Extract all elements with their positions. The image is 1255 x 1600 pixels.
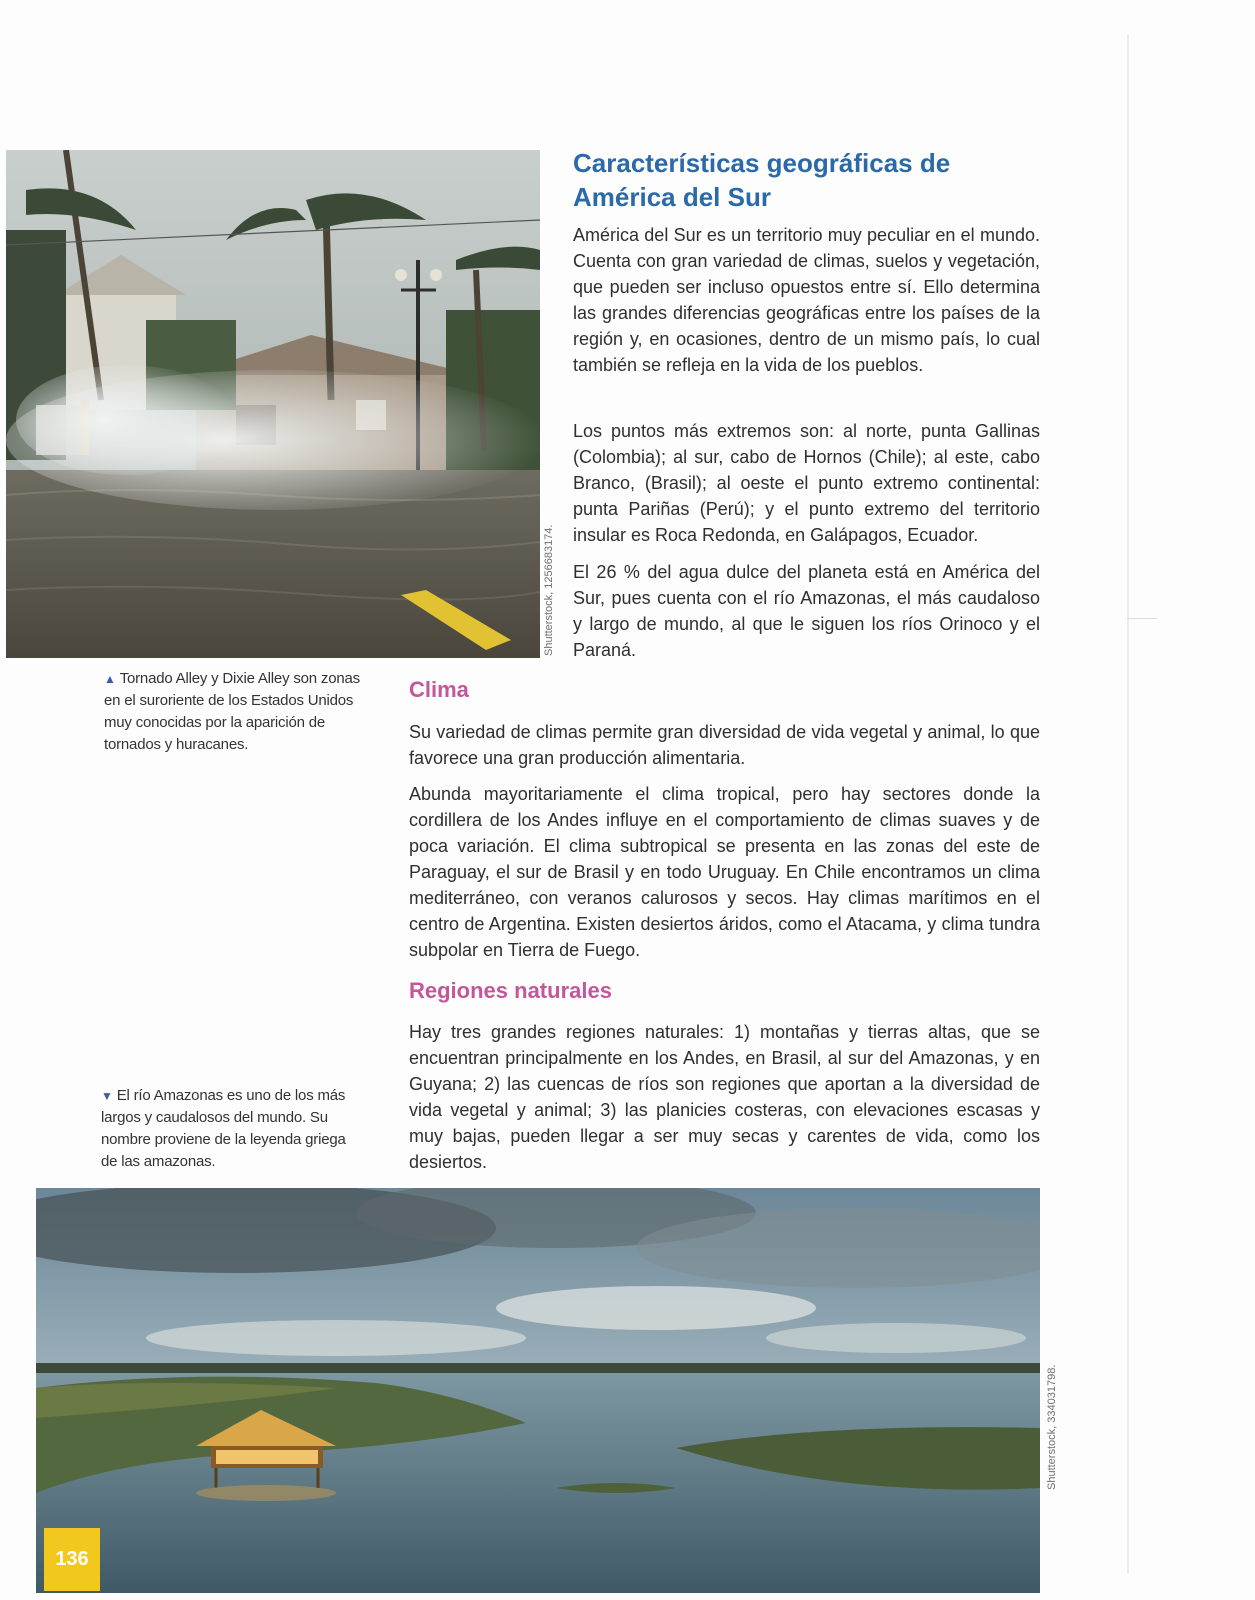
page-edge-line <box>1127 34 1129 1574</box>
intro-paragraph-1: América del Sur es un territorio muy peculiar en el mundo. Cuenta con gran variedad de climas, suelos y vegetación, que pueden ser incluso opuestos entre sí. Ello determina las grandes diferencias geográficas entre los países de la región y, en ocasiones, dentro de un mismo país, lo cual también se refleja en la vida de los pueblos. <box>573 225 1040 375</box>
river-photo-credit: Shutterstock, 334031798. <box>1046 1364 1058 1490</box>
river-photo-caption <box>101 1085 363 1173</box>
regiones-paragraph: Hay tres grandes regiones naturales: 1) montañas y tierras altas, que se encuentran principalmente en los Andes, en Brasil, al sur del Amazonas, y en Guyana; 2) las cuencas de ríos son regiones que aportan a la diversidad de vida vegetal y animal; 3) las planicies costeras, con elevaciones escasas y muy bajas, pueden llegar a ser muy secas y carentes de vida, como los desiertos. <box>409 1022 1040 1172</box>
page-number: 136 <box>44 1528 100 1591</box>
intro-paragraph-3: El 26 % del agua dulce del planeta está en América del Sur, pues cuenta con el río Amazonas, el más caudaloso y largo de mundo, al que le siguen los ríos Orinoco y el Paraná. <box>573 562 1040 660</box>
regiones-heading: Regiones naturales <box>409 978 612 1003</box>
clima-paragraph-2: Abunda mayoritariamente el clima tropical, pero hay sectores donde la cordillera de los Andes influye en el comportamiento de climas suaves y de poca variación. El clima subtropical se presenta en las zonas del este de Paraguay, el sur de Brasil y en todo Uruguay. En Chile encontramos un clima mediterráneo, con veranos calurosos y secos. Hay climas marítimos en el centro de Argentina. Existen desiertos áridos, como el Atacama, y clima tundra subpolar en Tierra de Fuego. <box>409 784 1040 960</box>
page-edge-tick <box>1127 618 1157 619</box>
clima-paragraph-1: Su variedad de climas permite gran diversidad de vida vegetal y animal, lo que favorece una gran producción alimentaria. <box>409 722 1040 768</box>
hurricane-photo <box>6 150 540 658</box>
clima-heading: Clima <box>409 677 469 702</box>
triangle-down-icon: ▼ <box>101 1089 113 1103</box>
amazon-river-photo <box>36 1188 1040 1593</box>
storm-photo-caption <box>104 668 366 756</box>
storm-photo-credit: Shutterstock, 1256683174. <box>543 524 555 656</box>
river-caption-text: El río Amazonas es uno de los más largos y caudalosos del mundo. Su nombre proviene de la leyenda griega de las amazonas. <box>101 1087 346 1170</box>
triangle-up-icon: ▲ <box>104 672 116 686</box>
storm-caption-text: Tornado Alley y Dixie Alley son zonas en el suroriente de los Estados Unidos muy conocidas por la aparición de tornados y huracanes. <box>104 670 360 753</box>
page-title: Características geográficas de América del Sur <box>573 148 951 212</box>
intro-paragraph-2: Los puntos más extremos son: al norte, punta Gallinas (Colombia); al sur, cabo de Hornos (Chile); al este, cabo Branco, (Brasil); al oeste el punto extremo continental: punta Pariñas (Perú); y el punto extremo del territorio insular es Roca Redonda, en Galápagos, Ecuador. <box>573 421 1040 545</box>
